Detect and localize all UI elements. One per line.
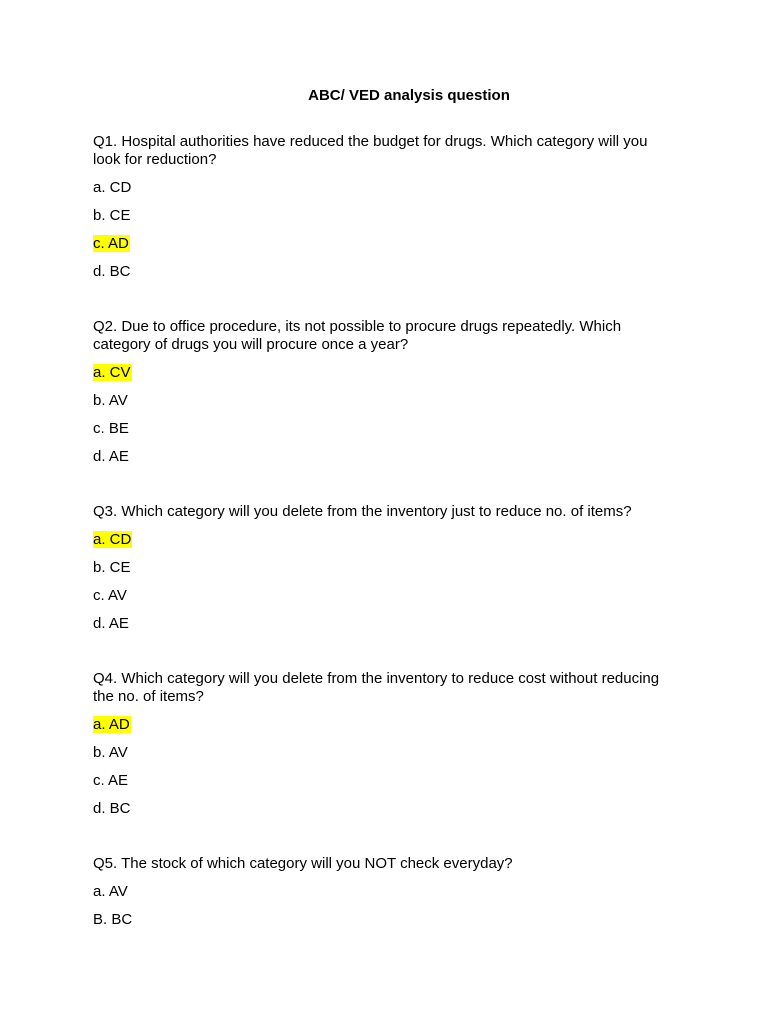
document-title: ABC/ VED analysis question (308, 87, 510, 104)
option-c: c. AE (93, 772, 129, 789)
option-a: a. CD (93, 179, 132, 196)
option-c: c. AV (93, 587, 127, 604)
option-a-highlighted: a. CD (93, 531, 132, 548)
question-text: Q1. Hospital authorities have reduced the budget for drugs. Which category will you look for reduction? (93, 133, 648, 168)
option-d: d. AE (93, 448, 129, 465)
option-d: d. BC (93, 800, 131, 817)
option-d: d. AE (93, 615, 129, 632)
option-c-highlighted: c. AD (93, 235, 129, 252)
option-c: c. BE (93, 420, 129, 437)
question-text: Q5. The stock of which category will you NOT check everyday? (93, 855, 513, 872)
option-b: b. AV (93, 744, 128, 761)
question-4 (93, 670, 673, 818)
question-1 (93, 133, 673, 281)
question-5 (93, 855, 673, 929)
option-b: b. AV (93, 392, 128, 409)
option-b: b. CE (93, 207, 131, 224)
option-a-highlighted: a. CV (93, 364, 131, 381)
question-2 (93, 318, 673, 466)
option-a: a. AV (93, 883, 128, 900)
option-d: d. BC (93, 263, 131, 280)
question-text: Q4. Which category will you delete from the inventory to reduce cost without reducing the no. of items? (93, 670, 660, 705)
option-a-highlighted: a. AD (93, 716, 130, 733)
question-3 (93, 503, 673, 633)
option-b: B. BC (93, 911, 133, 928)
question-text: Q3. Which category will you delete from the inventory just to reduce no. of items? (93, 503, 632, 520)
option-b: b. CE (93, 559, 131, 576)
question-text: Q2. Due to office procedure, its not possible to procure drugs repeatedly. Which category of drugs you will procure once a year? (93, 318, 622, 353)
